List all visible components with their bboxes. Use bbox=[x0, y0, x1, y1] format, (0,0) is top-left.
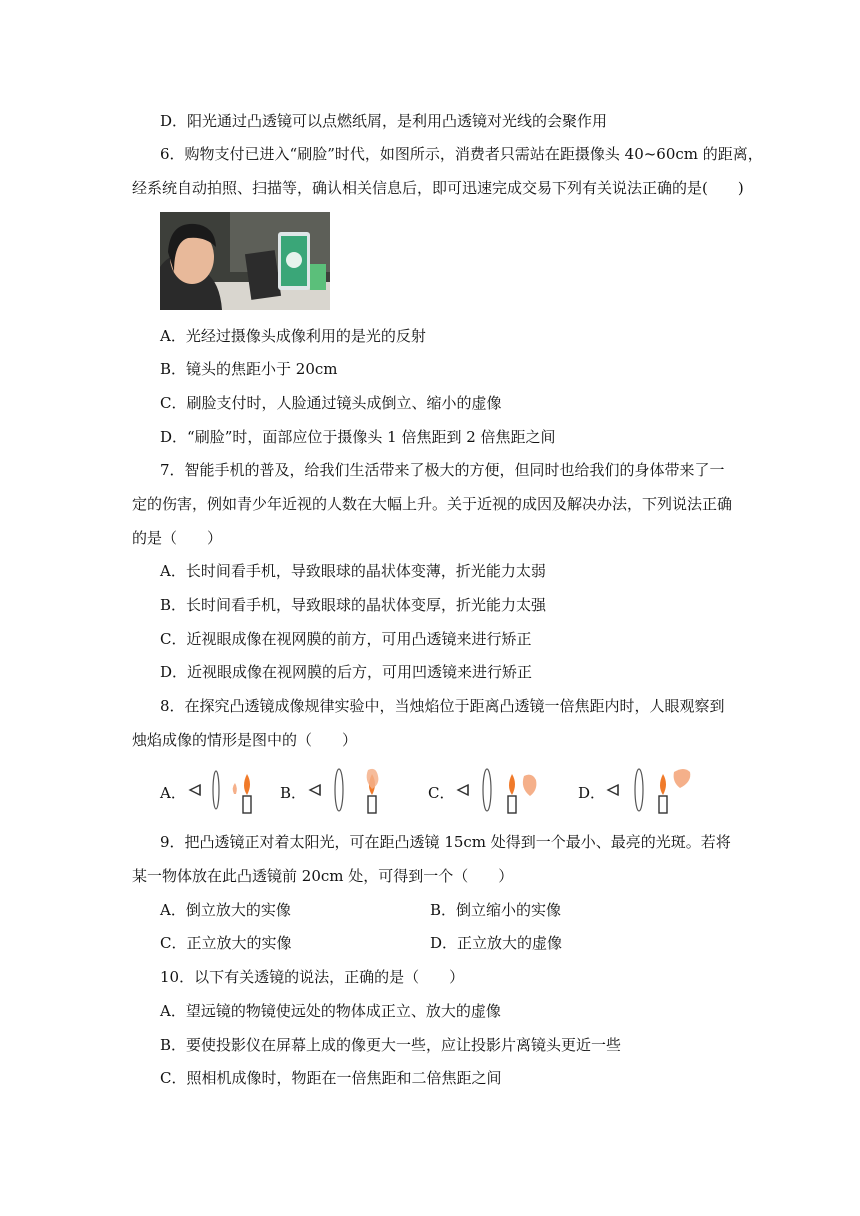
question-8-stem: 8．在探究凸透镜成像规律实验中，当烛焰位于距离凸透镜一倍焦距内时，人眼观察到 bbox=[160, 697, 725, 715]
question-7-option-d: D．近视眼成像在视网膜的后方，可用凹透镜来进行矫正 bbox=[160, 663, 533, 681]
question-10-stem: 10．以下有关透镜的说法，正确的是（ ） bbox=[160, 968, 465, 986]
question-9-option-a: A．倒立放大的实像 bbox=[160, 901, 291, 919]
question-8-figures bbox=[160, 766, 720, 818]
lens-candle-figure-d bbox=[600, 766, 700, 818]
question-9-stem: 9．把凸透镜正对着太阳光，可在距凸透镜 15cm 处得到一个最小、最亮的光斑。若将 bbox=[160, 833, 731, 851]
option-line: D．阳光通过凸透镜可以点燃纸屑，是利用凸透镜对光线的会聚作用 bbox=[160, 112, 608, 130]
face-payment-illustration bbox=[160, 212, 330, 310]
question-6-option-d: D．“刷脸”时，面部应位于摄像头 1 倍焦距到 2 倍焦距之间 bbox=[160, 428, 556, 446]
face-payment-photo bbox=[160, 212, 330, 310]
lens-candle-figure-a bbox=[182, 766, 272, 818]
lens-candle-figure-c bbox=[450, 766, 550, 818]
question-6-option-c: C．刷脸支付时，人脸通过镜头成倒立、缩小的虚像 bbox=[160, 394, 502, 412]
question-6-stem-cont: 经系统自动拍照、扫描等，确认相关信息后，即可迅速完成交易下列有关说法正确的是( ) bbox=[132, 179, 744, 197]
question-9-stem-cont: 某一物体放在此凸透镜前 20cm 处，可得到一个（ ） bbox=[132, 867, 514, 885]
question-6-option-b: B．镜头的焦距小于 20cm bbox=[160, 360, 338, 378]
question-6-option-a: A．光经过摄像头成像利用的是光的反射 bbox=[160, 327, 426, 345]
question-10-option-b: B．要使投影仪在屏幕上成的像更大一些，应让投影片离镜头更近一些 bbox=[160, 1036, 622, 1054]
question-9-option-b: B．倒立缩小的实像 bbox=[430, 901, 562, 919]
question-9-option-d: D．正立放大的虚像 bbox=[430, 934, 563, 952]
figure-option-label: D． bbox=[578, 784, 606, 802]
figure-option-label: C． bbox=[428, 784, 455, 802]
question-7-stem-end: 的是（ ） bbox=[132, 529, 223, 547]
question-7-option-c: C．近视眼成像在视网膜的前方，可用凸透镜来进行矫正 bbox=[160, 630, 532, 648]
figure-option-label: A． bbox=[160, 784, 186, 802]
question-7-option-a: A．长时间看手机，导致眼球的晶状体变薄，折光能力太弱 bbox=[160, 562, 546, 580]
lens-candle-figure-b bbox=[302, 766, 402, 818]
question-10-option-c: C．照相机成像时，物距在一倍焦距和二倍焦距之间 bbox=[160, 1069, 502, 1087]
question-7-stem: 7．智能手机的普及，给我们生活带来了极大的方便，但同时也给我们的身体带来了一 bbox=[160, 461, 725, 479]
figure-option-label: B． bbox=[280, 784, 307, 802]
question-7-option-b: B．长时间看手机，导致眼球的晶状体变厚，折光能力太强 bbox=[160, 596, 547, 614]
question-10-option-a: A．望远镜的物镜使远处的物体成正立、放大的虚像 bbox=[160, 1002, 501, 1020]
question-8-stem-cont: 烛焰成像的情形是图中的（ ） bbox=[132, 731, 358, 749]
question-9-option-c: C．正立放大的实像 bbox=[160, 934, 292, 952]
question-6-stem: 6．购物支付已进入“刷脸”时代，如图所示，消费者只需站在距摄像头 40~60cm 的距离， bbox=[160, 145, 763, 163]
question-7-stem-cont: 定的伤害，例如青少年近视的人数在大幅上升。关于近视的成因及解决办法，下列说法正确 bbox=[132, 495, 733, 513]
